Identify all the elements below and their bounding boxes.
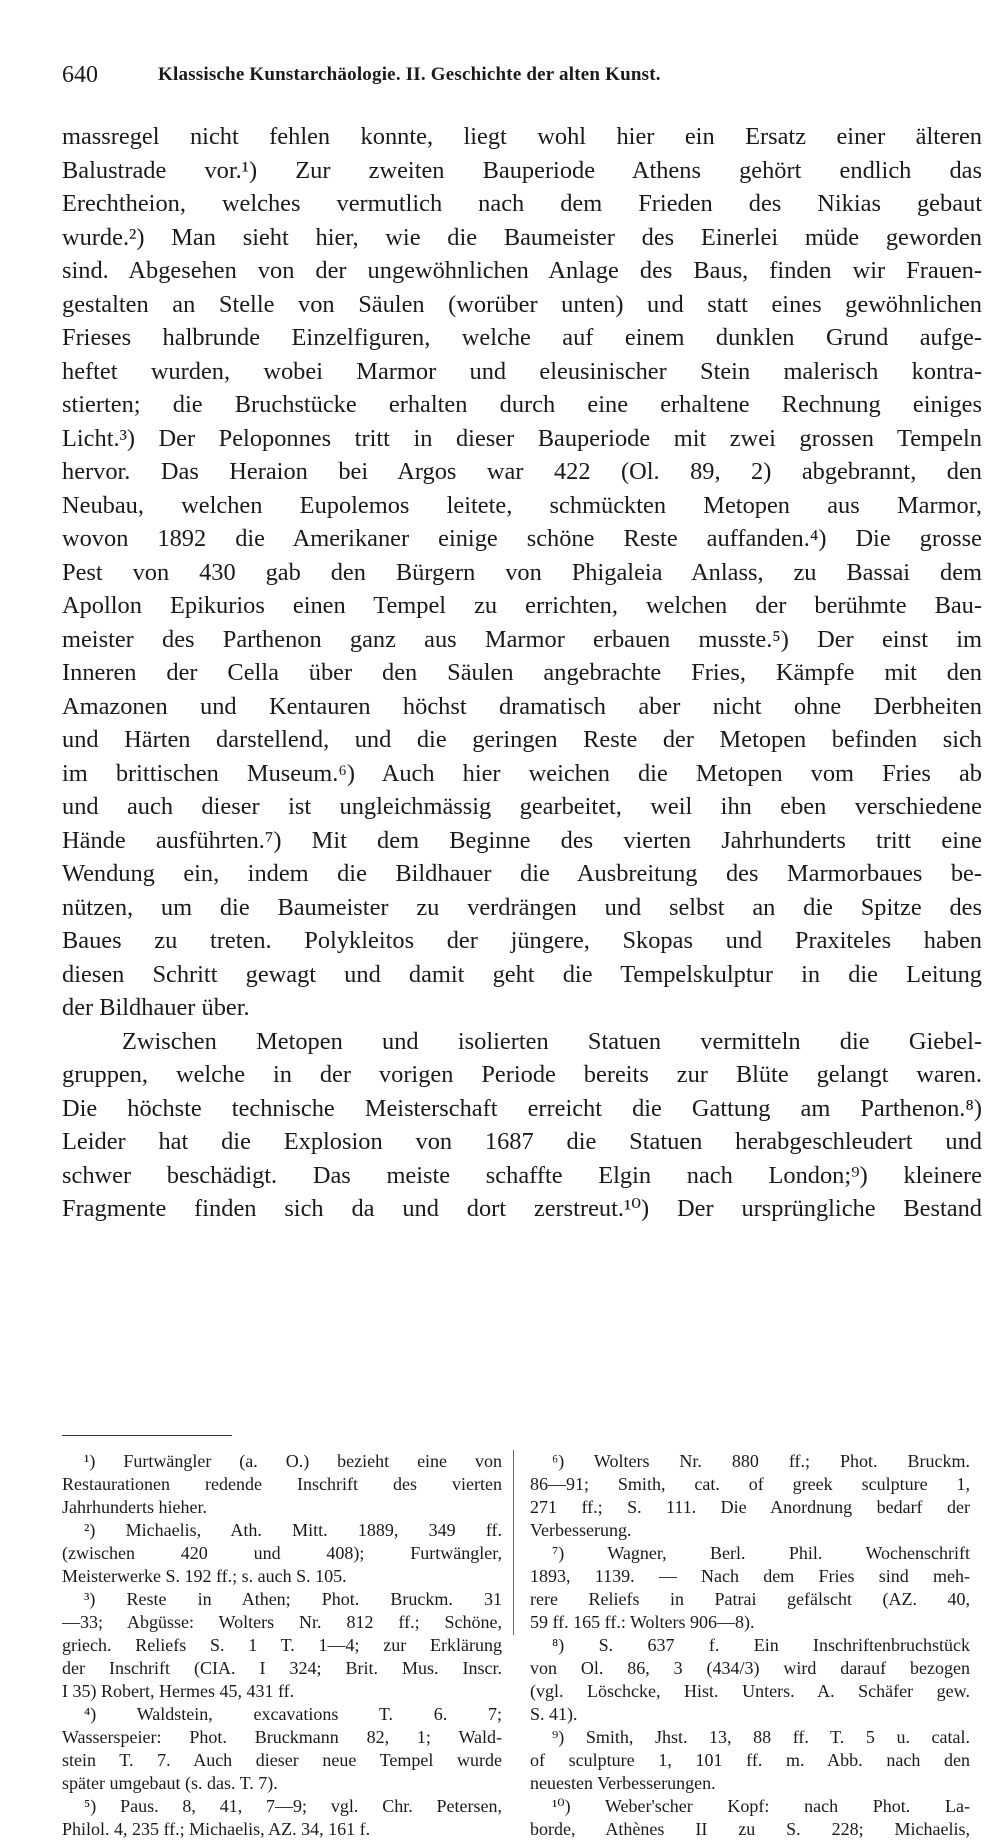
footnote-line: S. 41). xyxy=(530,1704,578,1724)
text-line: Wendung ein, indem die Bildhauer die Ausbreitung des Marmorbaues be- xyxy=(62,860,982,887)
footnote-line: I 35) Robert, Hermes 45, 431 ff. xyxy=(62,1681,295,1701)
footnote-column-divider xyxy=(513,1450,514,1635)
paragraph-start-line: Zwischen Metopen und isolierten Statuen vermitteln die Giebel- xyxy=(122,1027,982,1055)
footnotes-left-column xyxy=(62,1450,502,1841)
text-line: Erechtheion, welches vermutlich nach dem Frieden des Nikias gebaut xyxy=(62,190,982,217)
text-line: gruppen, welche in der vorigen Periode bereits zur Blüte gelangt waren. xyxy=(62,1061,982,1088)
text-line: nützen, um die Baumeister zu verdrängen und selbst an die Spitze des xyxy=(62,893,982,921)
footnote-line: stein T. 7. Auch dieser neue Tempel wurde xyxy=(62,1750,502,1770)
footnote-line: ²) Michaelis, Ath. Mitt. 1889, 349 ff. xyxy=(84,1520,502,1540)
footnote-line: ⁸) S. 637 f. Ein Inschriftenbruchstück xyxy=(552,1635,970,1655)
footnote-line: ¹) Furtwängler (a. O.) bezieht eine von xyxy=(84,1451,502,1471)
text-line: stierten; die Bruchstücke erhalten durch eine erhaltene Rechnung einiges xyxy=(62,391,982,418)
footnote-line: Wasserspeier: Phot. Bruckmann 82, 1; Wald- xyxy=(62,1727,502,1747)
footnote-line: 271 ff.; S. 111. Die Anordnung bedarf der xyxy=(530,1497,970,1517)
text-line: Balustrade vor.¹) Zur zweiten Bauperiode Athens gehört endlich das xyxy=(62,156,982,184)
text-line: Die höchste technische Meisterschaft erreicht die Gattung am Parthenon.⁸) xyxy=(62,1094,982,1122)
footnote-line: Restaurationen redende Inschrift des vierten xyxy=(62,1474,502,1494)
text-line: Inneren der Cella über den Säulen angebrachte Fries, Kämpfe mit den xyxy=(62,659,982,686)
footnote-line: ⁹) Smith, Jhst. 13, 88 ff. T. 5 u. catal. xyxy=(552,1727,970,1747)
page-number: 640 xyxy=(62,62,98,88)
text-line: sind. Abgesehen von der ungewöhnlichen Anlage des Baus, finden wir Frauen- xyxy=(62,257,982,284)
text-line: Baues zu treten. Polykleitos der jüngere, Skopas und Praxiteles haben xyxy=(62,927,982,954)
text-line: diesen Schritt gewagt und damit geht die Tempelskulptur in die Leitung xyxy=(62,960,982,988)
text-line: Neubau, welchen Eupolemos leitete, schmückten Metopen aus Marmor, xyxy=(62,491,982,519)
text-line: Pest von 430 gab den Bürgern von Phigaleia Anlass, zu Bassai dem xyxy=(62,558,982,586)
text-line: Leider hat die Explosion von 1687 die Statuen herabgeschleudert und xyxy=(62,1128,982,1155)
footnote-line: borde, Athènes II zu S. 228; Michaelis, xyxy=(530,1819,970,1839)
text-line: gestalten an Stelle von Säulen (worüber unten) und statt eines gewöhnlichen xyxy=(62,290,982,318)
footnote-line: später umgebaut (s. das. T. 7). xyxy=(62,1773,278,1793)
footnotes-right-column xyxy=(530,1450,970,1841)
footnote-line: Verbesserung. xyxy=(530,1520,632,1540)
running-head: Klassische Kunstarchäologie. II. Geschichte der alten Kunst. xyxy=(158,64,661,85)
footnote-line: ⁴) Waldstein, excavations T. 6. 7; xyxy=(84,1704,502,1724)
footnote-line: ⁵) Paus. 8, 41, 7—9; vgl. Chr. Petersen, xyxy=(84,1796,502,1816)
footnote-line: 59 ff. 165 ff.: Wolters 906—8). xyxy=(530,1612,755,1632)
footnote-line: (vgl. Löschcke, Hist. Unters. A. Schäfer gew. xyxy=(530,1681,970,1701)
text-line: Fragmente finden sich da und dort zerstreut.¹⁰) Der ursprüngliche Bestand xyxy=(62,1195,982,1222)
text-line: und auch dieser ist ungleichmässig gearbeitet, weil ihn eben verschiedene xyxy=(62,793,982,820)
footnote-line: von Ol. 86, 3 (434/3) wird darauf bezogen xyxy=(530,1658,970,1678)
text-line: Amazonen und Kentauren höchst dramatisch aber nicht ohne Derbheiten xyxy=(62,692,982,720)
footnote-line: of sculpture 1, 101 ff. m. Abb. nach den xyxy=(530,1750,970,1770)
text-line: im brittischen Museum.⁶) Auch hier weichen die Metopen vom Fries ab xyxy=(62,759,982,787)
text-line: meister des Parthenon ganz aus Marmor erbauen musste.⁵) Der einst im xyxy=(62,625,982,653)
text-line: Apollon Epikurios einen Tempel zu errichten, welchen der berühmte Bau- xyxy=(62,592,982,619)
footnote-line: ³) Reste in Athen; Phot. Bruckm. 31 xyxy=(84,1589,502,1609)
footnote-line: griech. Reliefs S. 1 T. 1—4; zur Erklärung xyxy=(62,1635,502,1655)
footnote-line: rere Reliefs in Patrai gefälscht (AZ. 40, xyxy=(530,1589,970,1609)
text-line: und Härten darstellend, und die geringen Reste der Metopen befinden sich xyxy=(62,726,982,753)
footnote-line: ⁷) Wagner, Berl. Phil. Wochenschrift xyxy=(552,1543,970,1563)
footnote-line: 86—91; Smith, cat. of greek sculpture 1, xyxy=(530,1474,970,1494)
text-line: Frieses halbrunde Einzelfiguren, welche auf einem dunklen Grund aufge- xyxy=(62,324,982,351)
footnote-line: Philol. 4, 235 ff.; Michaelis, AZ. 34, 161 f. xyxy=(62,1819,371,1839)
text-line: schwer beschädigt. Das meiste schaffte Elgin nach London;⁹) kleinere xyxy=(62,1161,982,1189)
text-line: heftet wurden, wobei Marmor und eleusinischer Stein malerisch kontra- xyxy=(62,357,982,385)
footnote-line: Jahrhunderts hieher. xyxy=(62,1497,207,1517)
footnote-line: neuesten Verbesserungen. xyxy=(530,1773,716,1793)
footnote-separator xyxy=(62,1435,232,1436)
text-line: massregel nicht fehlen konnte, liegt wohl hier ein Ersatz einer älteren xyxy=(62,123,982,150)
text-line: Licht.³) Der Peloponnes tritt in dieser Bauperiode mit zwei grossen Tempeln xyxy=(62,424,982,452)
footnote-line: der Inschrift (CIA. I 324; Brit. Mus. Inscr. xyxy=(62,1658,502,1678)
footnote-line: ¹⁰) Weber'scher Kopf: nach Phot. La- xyxy=(552,1796,970,1816)
footnote-line: 1893, 1139. — Nach dem Fries sind meh- xyxy=(530,1566,970,1586)
paragraph-end-line: der Bildhauer über. xyxy=(62,994,250,1021)
footnote-line: Meisterwerke S. 192 ff.; s. auch S. 105. xyxy=(62,1566,347,1586)
main-text xyxy=(62,120,982,1226)
text-line: hervor. Das Heraion bei Argos war 422 (Ol. 89, 2) abgebrannt, den xyxy=(62,458,982,485)
text-line: Hände ausführten.⁷) Mit dem Beginne des vierten Jahrhunderts tritt eine xyxy=(62,826,982,854)
page-header xyxy=(62,62,942,96)
footnote-line: (zwischen 420 und 408); Furtwängler, xyxy=(62,1543,502,1563)
footnote-line: —33; Abgüsse: Wolters Nr. 812 ff.; Schöne, xyxy=(62,1612,502,1632)
text-line: wurde.²) Man sieht hier, wie die Baumeister des Einerlei müde geworden xyxy=(62,223,982,251)
text-line: wovon 1892 die Amerikaner einige schöne Reste auffanden.⁴) Die grosse xyxy=(62,525,982,552)
footnote-line: ⁶) Wolters Nr. 880 ff.; Phot. Bruckm. xyxy=(552,1451,970,1471)
